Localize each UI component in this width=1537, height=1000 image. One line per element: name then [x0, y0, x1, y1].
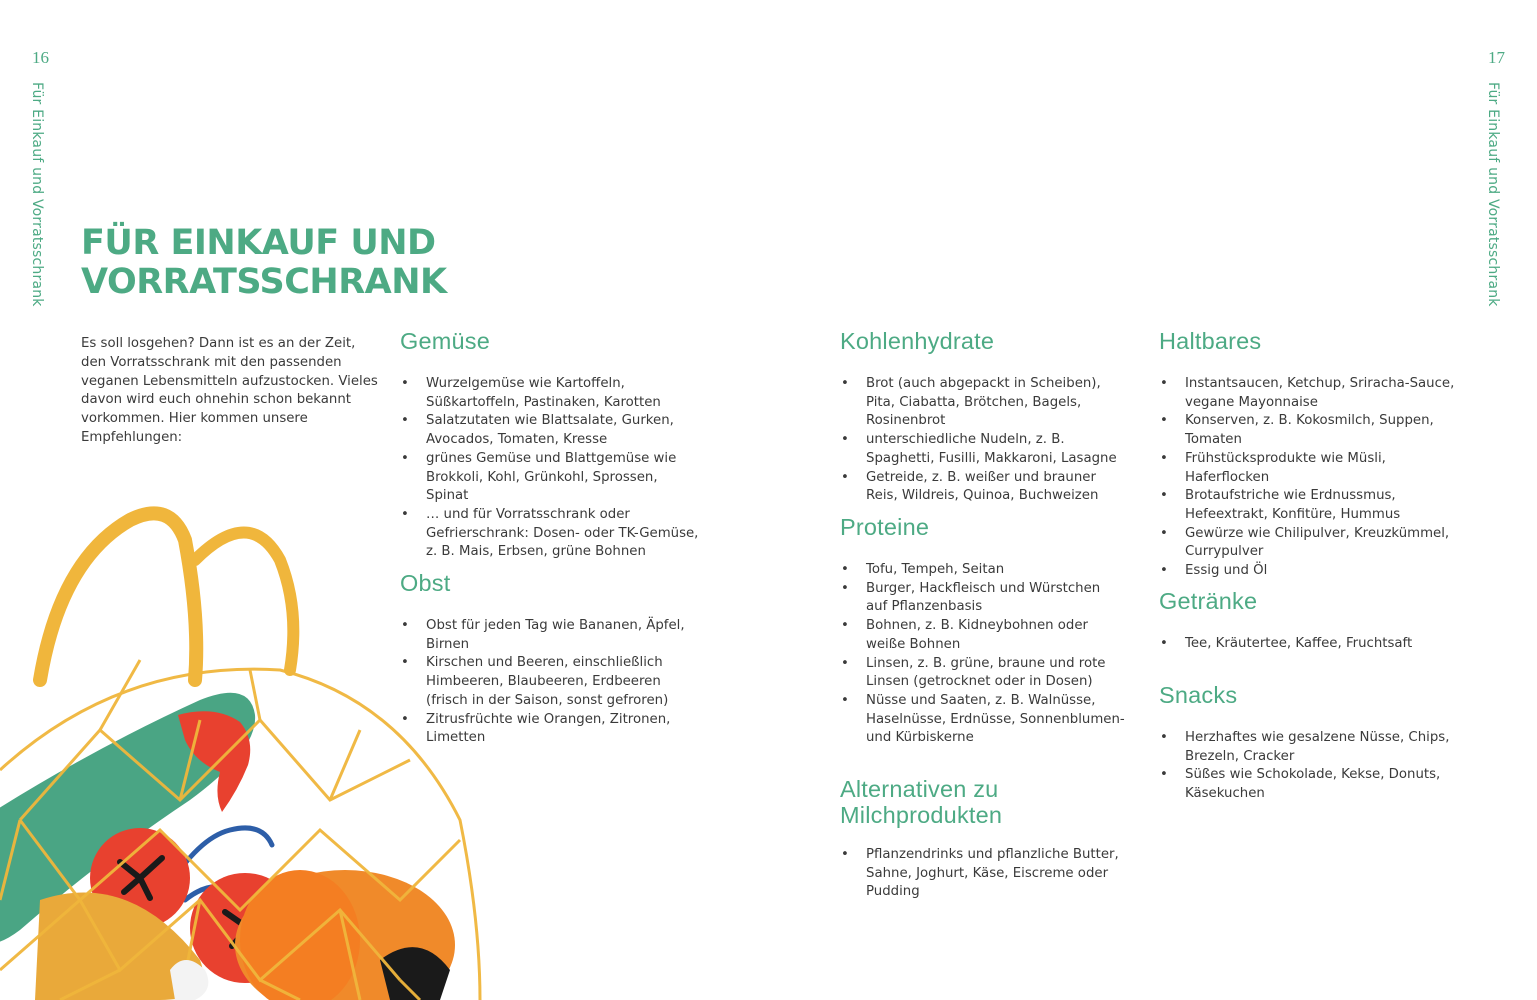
list-item: • Linsen, z. B. grüne, braune und rote Linsen (getrocknet oder in Dosen)	[840, 655, 1125, 692]
section-heading-proteine: Proteine	[840, 514, 930, 540]
running-head-left: Für Einkauf und Vorratsschrank	[29, 82, 45, 307]
page-number-right: 17	[1488, 48, 1505, 67]
list-item: • Instantsaucen, Ketchup, Sriracha-Sauce, vegane Mayonnaise	[1159, 375, 1459, 412]
list-item: • Essig und Öl	[1159, 562, 1459, 581]
list-item: • Pflanzendrinks und pflanzliche Butter, Sahne, Joghurt, Käse, Eiscreme oder Pudding	[840, 846, 1125, 902]
page-title	[81, 224, 447, 302]
list-item: • Wurzelgemüse wie Kartoffeln, Süßkartoffeln, Pastinaken, Karotten	[400, 375, 700, 412]
list-item: • Brot (auch abgepackt in Scheiben), Pita, Ciabatta, Brötchen, Bagels, Rosinenbrot	[840, 375, 1125, 431]
section-heading-alternativen-line-1: Alternativen zu	[840, 776, 999, 802]
list-item: • Frühstücksprodukte wie Müsli, Haferflocken	[1159, 450, 1459, 487]
section-proteine	[840, 514, 1125, 748]
list-item: • Tee, Kräutertee, Kaffee, Fruchtsaft	[1159, 635, 1459, 654]
list-proteine	[840, 561, 1125, 748]
list-getraenke	[1159, 635, 1459, 654]
list-item: • Konserven, z. B. Kokosmilch, Suppen, Tomaten	[1159, 412, 1459, 449]
list-alternativen	[840, 846, 1125, 902]
section-heading-obst: Obst	[400, 570, 451, 596]
running-head-right: Für Einkauf und Vorratsschrank	[1485, 82, 1501, 307]
list-item: • Zitrusfrüchte wie Orangen, Zitronen, Limetten	[400, 711, 700, 748]
section-heading-getraenke: Getränke	[1159, 588, 1258, 614]
list-haltbares	[1159, 375, 1459, 581]
section-heading-alternativen-line-2: Milchprodukten	[840, 802, 1003, 828]
list-item: • Herzhaftes wie gesalzene Nüsse, Chips, Brezeln, Cracker	[1159, 729, 1459, 766]
page-title-line-2: VORRATSSCHRANK	[81, 262, 447, 302]
list-item: • unterschiedliche Nudeln, z. B. Spaghetti, Fusilli, Makkaroni, Lasagne	[840, 431, 1125, 468]
list-item: • Brotaufstriche wie Erdnussmus, Hefeextrakt, Konfitüre, Hummus	[1159, 487, 1459, 524]
list-kohlenhydrate	[840, 375, 1125, 506]
section-alternativen	[840, 776, 1125, 902]
section-haltbares	[1159, 328, 1459, 581]
list-item: • Gewürze wie Chilipulver, Kreuzkümmel, Currypulver	[1159, 525, 1459, 562]
list-item: • Burger, Hackfleisch und Würstchen auf Pflanzenbasis	[840, 580, 1125, 617]
intro-paragraph: Es soll losgehen? Dann ist es an der Zeit, den Vorratsschrank mit den passenden veganen Lebensmitteln aufzustocken. Vieles davon wird euch ohnehin schon bekannt vorkommen. Hier kommen unsere Empfehlungen:	[81, 336, 378, 445]
section-heading-kohlenhydrate: Kohlenhydrate	[840, 328, 995, 354]
section-heading-haltbares: Haltbares	[1159, 328, 1262, 354]
bag-handle-icon	[40, 513, 196, 680]
list-item: • Salatzutaten wie Blattsalate, Gurken, Avocados, Tomaten, Kresse	[400, 412, 700, 449]
section-kohlenhydrate	[840, 328, 1125, 506]
list-item: • Nüsse und Saaten, z. B. Walnüsse, Haselnüsse, Erdnüsse, Sonnenblumen- und Kürbiskerne	[840, 692, 1125, 748]
list-item: • Kirschen und Beeren, einschließlich Himbeeren, Blaubeeren, Erdbeeren (frisch in der Saison, sonst gefroren)	[400, 654, 700, 710]
list-item: • Süßes wie Schokolade, Kekse, Donuts, Käsekuchen	[1159, 766, 1459, 803]
list-item: • Tofu, Tempeh, Seitan	[840, 561, 1125, 580]
shopping-bag-illustration	[0, 500, 500, 1000]
page-number-left: 16	[32, 48, 49, 67]
list-item: • … und für Vorratsschrank oder Gefrierschrank: Dosen- oder TK-Gemüse, z. B. Mais, Erbsen, grüne Bohnen	[400, 506, 700, 562]
section-heading-gemuese: Gemüse	[400, 328, 491, 354]
section-heading-alternativen	[840, 776, 1125, 828]
list-item: • grünes Gemüse und Blattgemüse wie Brokkoli, Kohl, Grünkohl, Sprossen, Spinat	[400, 450, 700, 506]
section-heading-snacks: Snacks	[1159, 682, 1238, 708]
list-item: • Obst für jeden Tag wie Bananen, Äpfel, Birnen	[400, 617, 700, 654]
list-item: • Bohnen, z. B. Kidneybohnen oder weiße Bohnen	[840, 617, 1125, 654]
section-snacks	[1159, 682, 1459, 804]
page-title-line-1: FÜR EINKAUF UND	[81, 223, 436, 263]
list-snacks	[1159, 729, 1459, 804]
section-getraenke	[1159, 588, 1459, 654]
list-item: • Getreide, z. B. weißer und brauner Reis, Wildreis, Quinoa, Buchweizen	[840, 469, 1125, 506]
